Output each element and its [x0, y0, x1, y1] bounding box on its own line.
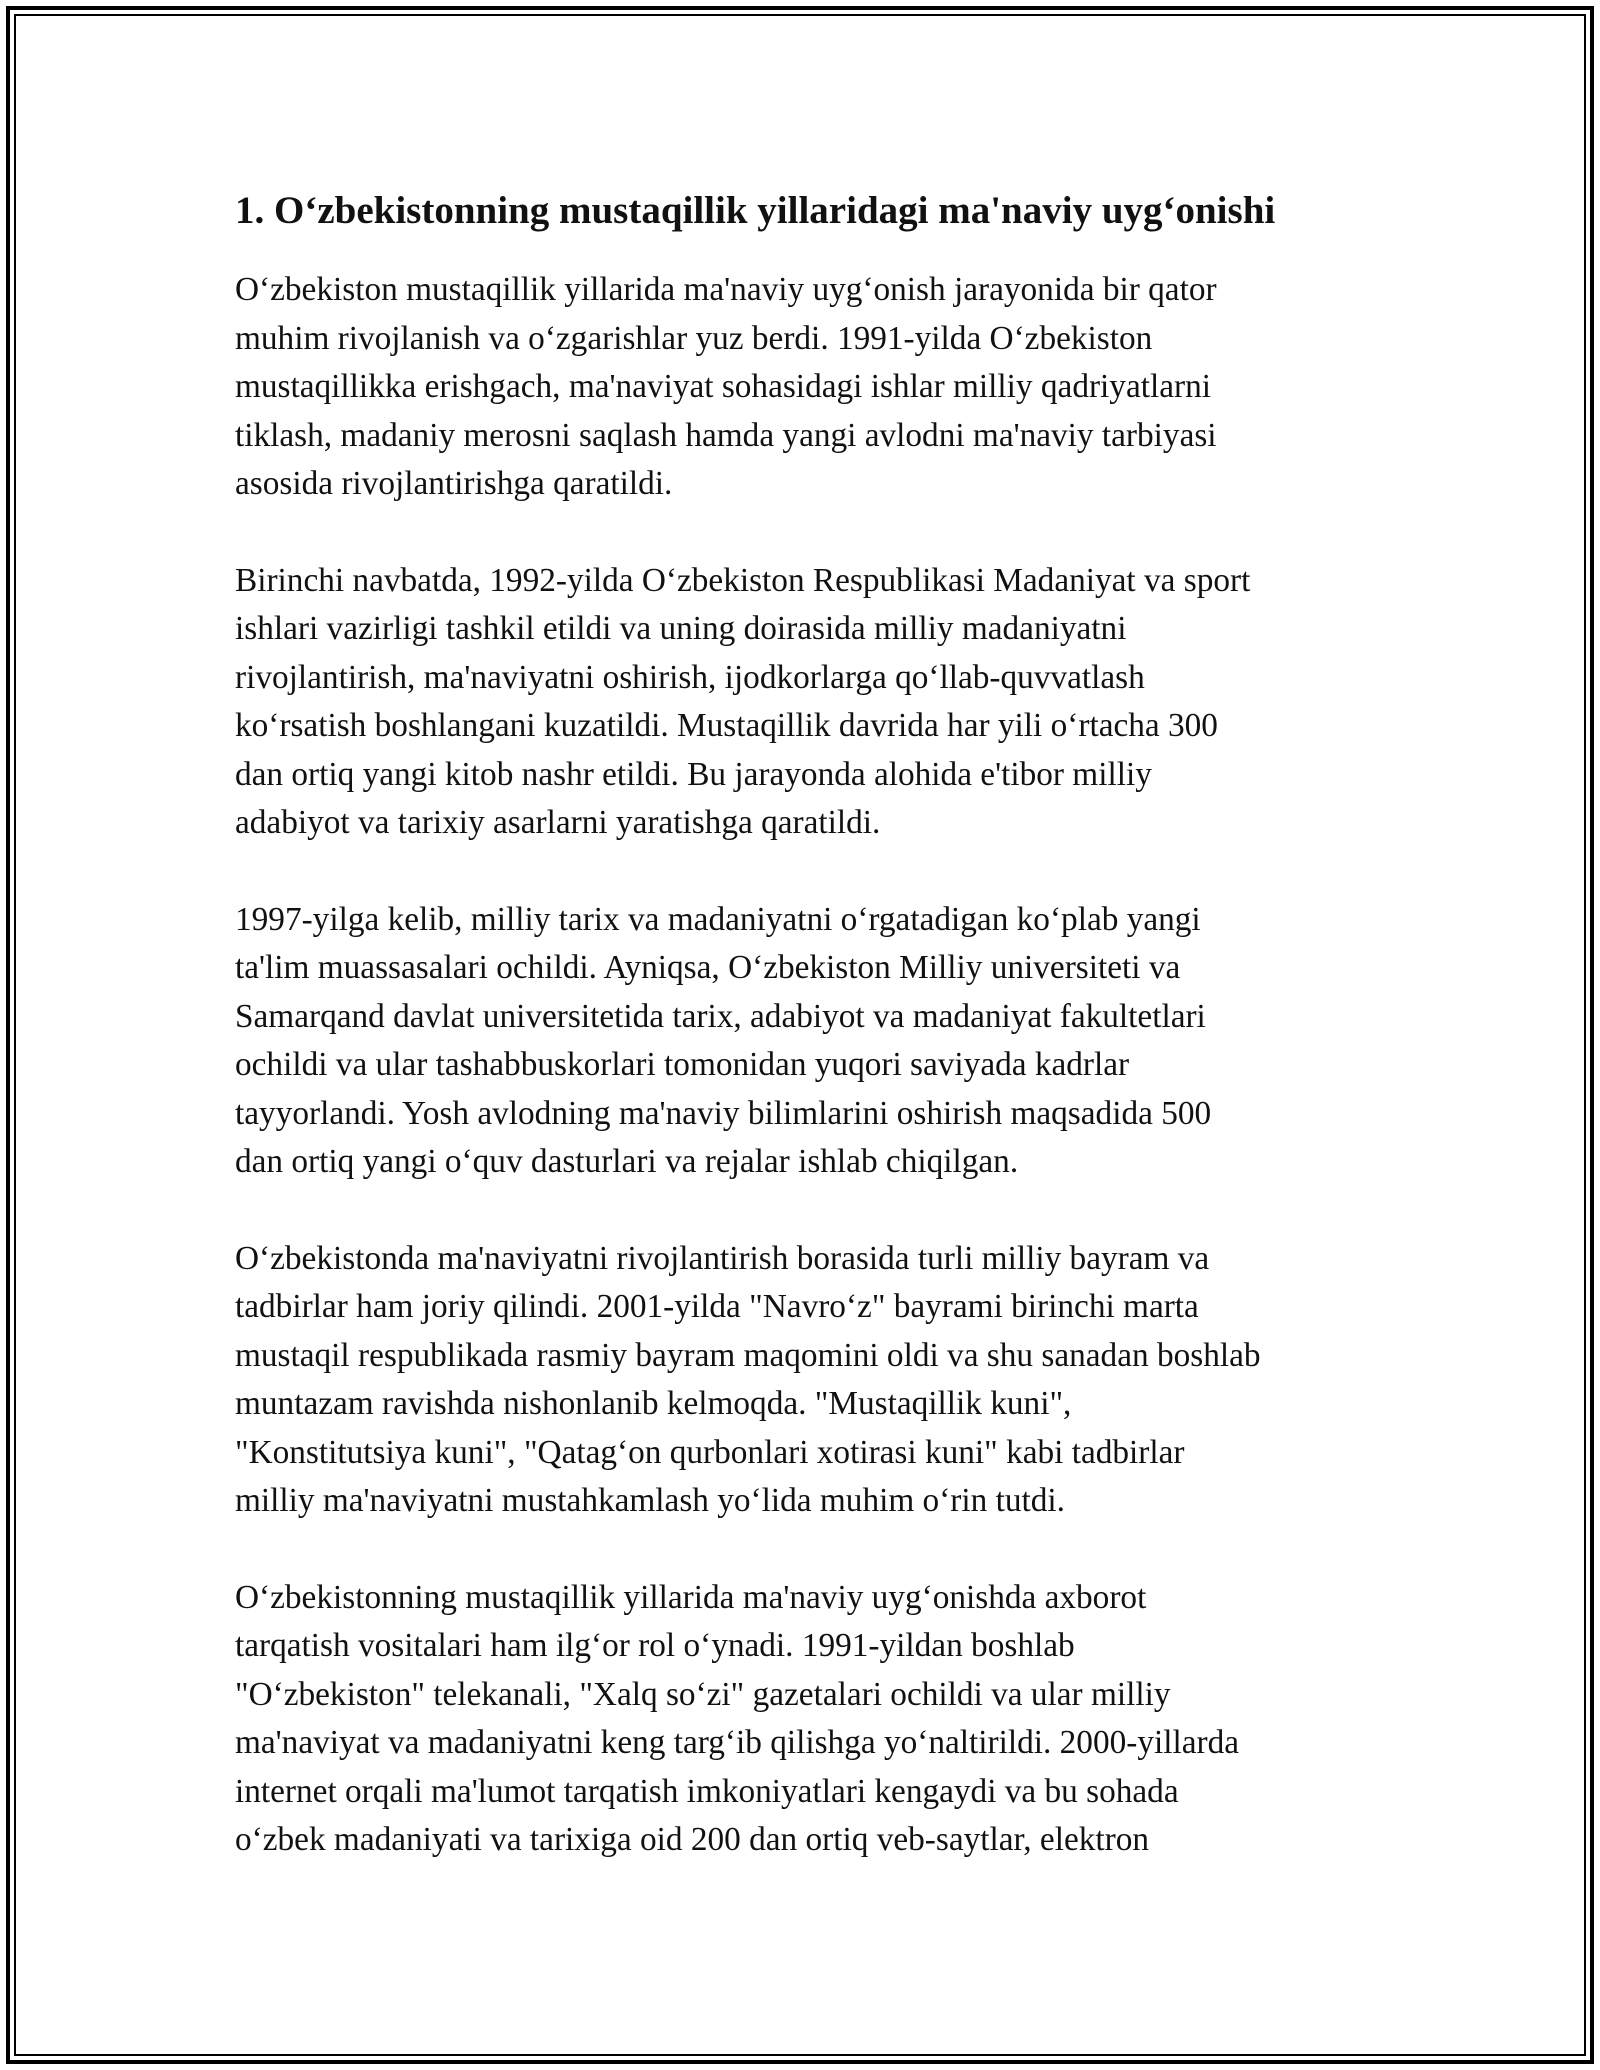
text-line: ta'lim muassasalari ochildi. Ayniqsa, O‘zbekiston Milliy universiteti va — [235, 949, 1181, 986]
paragraph-4 — [235, 1235, 1375, 1526]
text-line: internet orqali ma'lumot tarqatish imkoniyatlari kengaydi va bu sohada — [235, 1772, 1179, 1810]
paragraph-1 — [235, 266, 1375, 509]
text-line: mustaqil respublikada rasmiy bayram maqomini oldi va shu sanadan boshlab — [235, 1336, 1261, 1374]
section-heading: 1. O‘zbekistonning mustaqillik yillaridagi ma'naviy uyg‘onishi — [235, 189, 1276, 232]
text-line: ko‘rsatish boshlangani kuzatildi. Mustaqillik davrida har yili o‘rtacha 300 — [235, 707, 1218, 744]
text-line: o‘zbek madaniyati va tarixiga oid 200 dan ortiq veb-saytlar, elektron — [235, 1821, 1150, 1858]
text-line: Birinchi navbatda, 1992-yilda O‘zbekiston Respublikasi Madaniyat va sport — [235, 561, 1251, 599]
text-line: tayyorlandi. Yosh avlodning ma'naviy bilimlarini oshirish maqsadida 500 — [235, 1094, 1212, 1132]
text-line: dan ortiq yangi o‘quv dasturlari va rejalar ishlab chiqilgan. — [235, 1143, 1019, 1180]
text-line: milliy ma'naviyatni mustahkamlash yo‘lida muhim o‘rin tutdi. — [235, 1482, 1065, 1519]
text-line: Samarqand davlat universitetida tarix, adabiyot va madaniyat fakultetlari — [235, 997, 1206, 1035]
text-line: "Konstitutsiya kuni", "Qatag‘on qurbonlari xotirasi kuni" kabi tadbirlar — [235, 1433, 1185, 1471]
document-body — [235, 186, 1375, 1913]
text-line: O‘zbekistonning mustaqillik yillarida ma'naviy uyg‘onishda axborot — [235, 1578, 1147, 1616]
text-line: asosida rivojlantirishga qaratildi. — [235, 465, 673, 502]
text-line: muntazam ravishda nishonlanib kelmoqda. "Mustaqillik kuni", — [235, 1385, 1072, 1422]
text-line: rivojlantirish, ma'naviyatni oshirish, ijodkorlarga qo‘llab-quvvatlash — [235, 658, 1145, 696]
text-line: "O‘zbekiston" telekanali, "Xalq so‘zi" gazetalari ochildi va ular milliy — [235, 1675, 1171, 1713]
text-line: 1997-yilga kelib, milliy tarix va madaniyatni o‘rgatadigan ko‘plab yangi — [235, 900, 1201, 938]
paragraph-5 — [235, 1574, 1375, 1865]
text-line: tarqatish vositalari ham ilg‘or rol o‘ynadi. 1991-yildan boshlab — [235, 1627, 1075, 1664]
text-line: adabiyot va tarixiy asarlarni yaratishga qaratildi. — [235, 804, 881, 841]
text-line: tiklash, madaniy merosni saqlash hamda yangi avlodni ma'naviy tarbiyasi — [235, 416, 1217, 454]
paragraph-2 — [235, 557, 1375, 848]
text-line: muhim rivojlanish va o‘zgarishlar yuz berdi. 1991-yilda O‘zbekiston — [235, 319, 1153, 357]
text-line: O‘zbekistonda ma'naviyatni rivojlantirish borasida turli milliy bayram va — [235, 1239, 1210, 1277]
text-line: dan ortiq yangi kitob nashr etildi. Bu jarayonda alohida e'tibor milliy — [235, 755, 1152, 793]
text-line: ochildi va ular tashabbuskorlari tomonidan yuqori saviyada kadrlar — [235, 1046, 1130, 1083]
text-line: O‘zbekiston mustaqillik yillarida ma'naviy uyg‘onish jarayonida bir qator — [235, 271, 1217, 308]
text-line: mustaqillikka erishgach, ma'naviyat sohasidagi ishlar milliy qadriyatlarni — [235, 368, 1211, 405]
text-line: tadbirlar ham joriy qilindi. 2001-yilda "Navro‘z" bayrami birinchi marta — [235, 1288, 1199, 1325]
paragraph-3 — [235, 896, 1375, 1187]
text-line: ma'naviyat va madaniyatni keng targ‘ib qilishga yo‘naltirildi. 2000-yillarda — [235, 1724, 1240, 1761]
text-line: ishlari vazirligi tashkil etildi va uning doirasida milliy madaniyatni — [235, 610, 1127, 647]
